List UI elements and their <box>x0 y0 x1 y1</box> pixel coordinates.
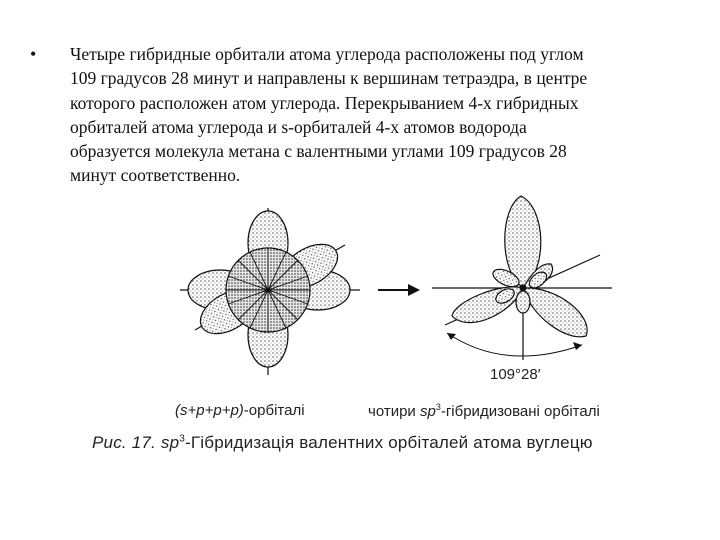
unhybridized-orbitals-diagram <box>180 208 360 375</box>
paragraph-line: Четыре гибридные орбитали атома углерода расположены под углом <box>70 44 584 64</box>
paragraph-line: образуется молекула метана с валентными углами 109 градусов 28 <box>70 141 567 162</box>
orbital-formula: (s+p+p+p) <box>175 402 244 419</box>
sp3-large-lobe-right <box>523 288 587 337</box>
right-orbital-label: чотири $sp^3$-гібридизовані орбіталі <box>368 402 600 420</box>
figure-caption: Рис. 17. $sp^3$-Гібридизація валентних орбіталей атома вуглецю <box>92 433 593 452</box>
angle-arrowhead <box>573 342 582 350</box>
angle-arrowhead <box>447 333 456 340</box>
carbon-nucleus <box>520 285 526 291</box>
sp3-small-lobe <box>516 291 530 313</box>
paragraph-line: 109 градусов 28 минут и направлены к вершинам тетраэдра, в центре <box>70 68 588 89</box>
sphere-meridians <box>226 248 310 332</box>
transformation-arrow <box>378 284 420 296</box>
left-orbital-label: (s+p+p+p)-орбіталі <box>175 402 305 419</box>
paragraph-line: орбиталей атома углерода и s-орбиталей 4-х атомов водорода <box>70 116 527 137</box>
angle-arc <box>447 333 582 356</box>
sp3-orbitals-diagram <box>432 196 612 360</box>
paragraph-line: минут соответственно. <box>70 165 241 186</box>
paragraph-line: которого расположен атом углерода. Перекрыванием 4-х гибридных <box>70 92 579 113</box>
bullet-marker: • <box>30 44 37 64</box>
bond-angle-label: 109°28′ <box>490 366 541 383</box>
